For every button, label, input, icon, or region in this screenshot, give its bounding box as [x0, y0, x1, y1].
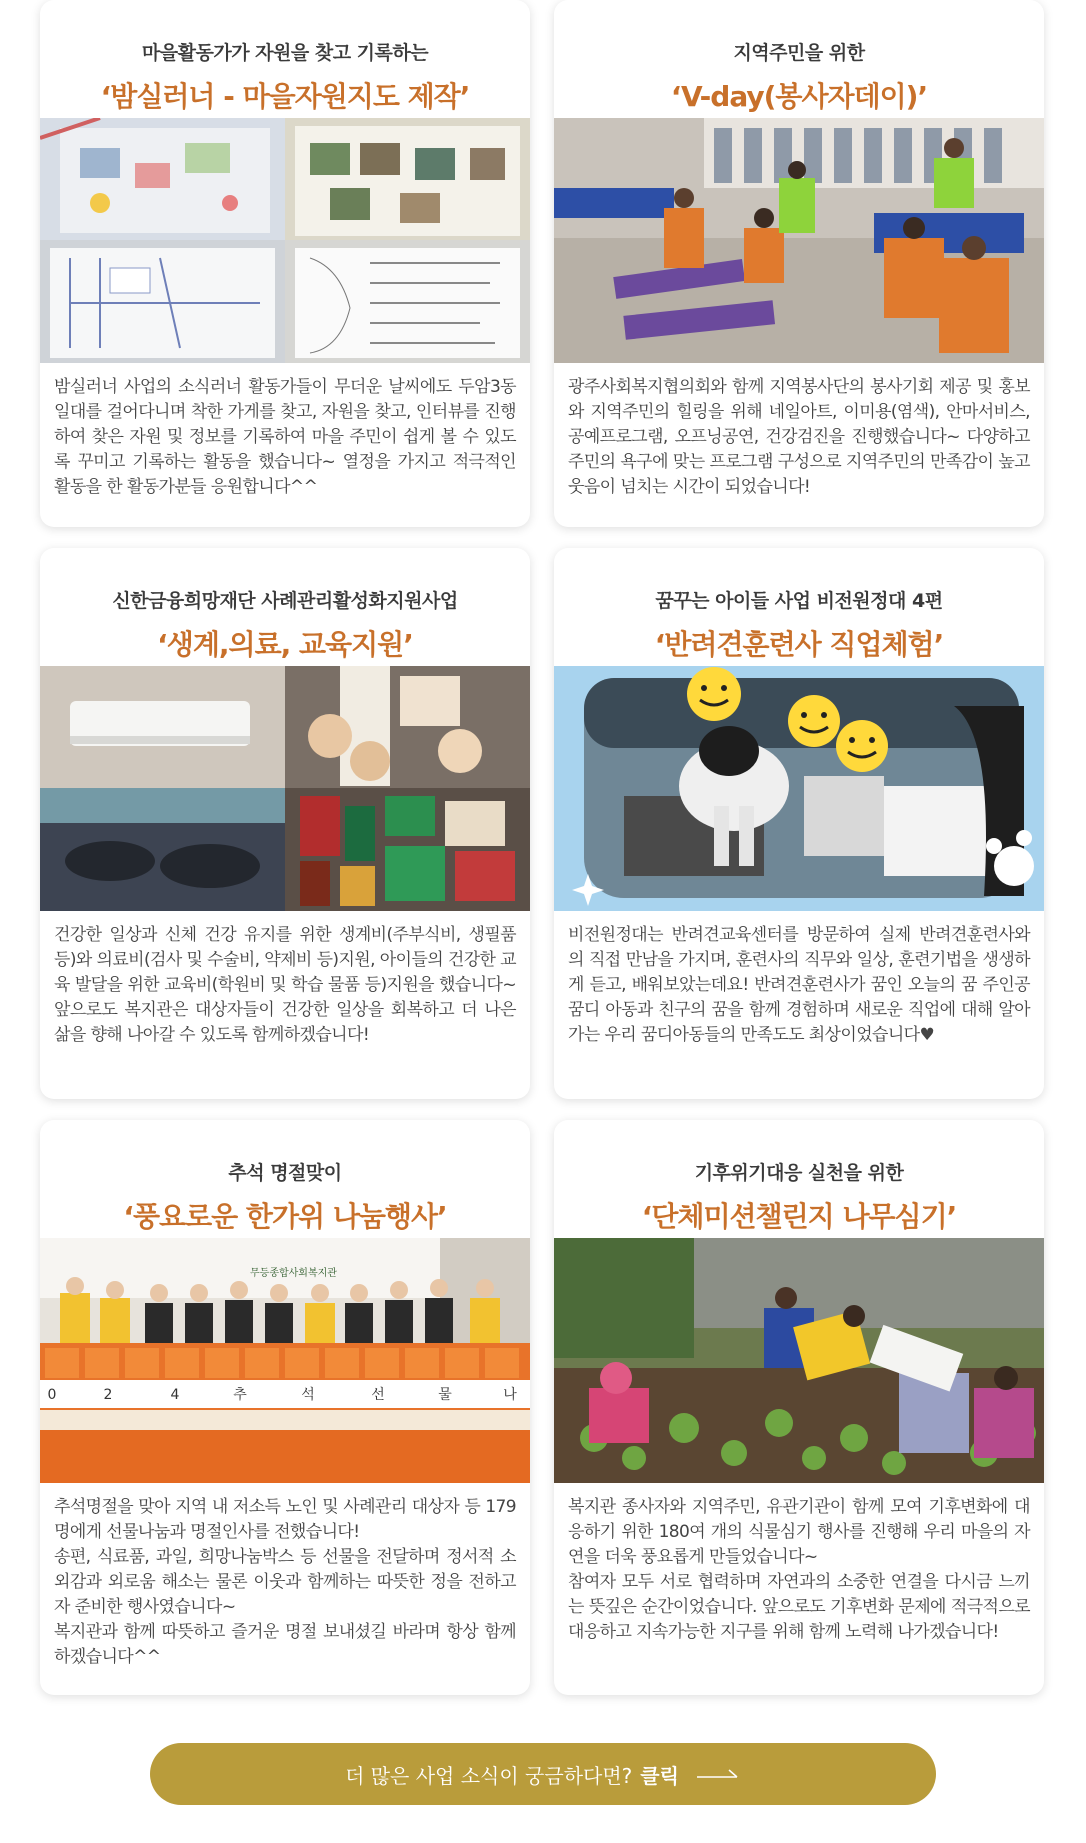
- more-news-label: 더 많은 사업 소식이 궁금하다면?: [345, 1763, 633, 1788]
- card-subtitle: 마을활동가가 자원을 찾고 기록하는: [141, 42, 429, 64]
- card-description: [54, 923, 516, 1048]
- card-title: ‘생계,의료, 교육지원’: [157, 628, 413, 661]
- more-news-click-label: 클릭: [640, 1763, 679, 1788]
- news-card-2[interactable]: [554, 0, 1044, 527]
- card-subtitle: 신한금융희망재단 사례관리활성화지원사업: [112, 590, 458, 612]
- card-paragraph: 송편, 식료품, 과일, 희망나눔박스 등 선물을 전달하며 정서적 소외감과 외로움 해소는 물론 이웃과 함께하는 따뜻한 정을 전하고자 준비한 행사였습니다~: [54, 1547, 516, 1617]
- card-paragraph: 참여자 모두 서로 협력하며 자연과의 소중한 연결을 다시금 느끼는 뜻깊은 순간이었습니다. 앞으로도 기후변화 문제에 적극적으로 대응하고 지속가능한 지구를 위해 함께 노력해 나가겠습니다!: [568, 1572, 1030, 1642]
- card-photo-chuseok-event: [40, 1238, 530, 1483]
- banner-char: 추: [233, 1387, 247, 1403]
- card-paragraph: 복지관 종사자와 지역주민, 유관기관이 함께 모여 기후변화에 대응하기 위한 180여 개의 식물심기 행사를 진행해 우리 마을의 자연을 더욱 풍요롭게 만들었습니다~: [568, 1497, 1030, 1567]
- banner-char: 2: [103, 1387, 113, 1403]
- news-card-4[interactable]: [554, 548, 1044, 1099]
- card-description: [568, 923, 1030, 1048]
- news-card-1[interactable]: [40, 0, 530, 527]
- card-paragraph: 비전원정대는 반려견교육센터를 방문하여 실제 반려견훈련사와의 직접 만남을 가지며, 훈련사의 직무와 일상, 훈련기법을 생생하게 듣고, 배워보았는데요! 반려견훈련사가 꿈인 오늘의 꿈 주인공 꿈디 아동과 친구의 꿈을 함께 경험하며 새로운 직업에 대해 알아가는 우리 꿈디아동들의 만족도도 최상이었습니다♥: [568, 925, 1030, 1045]
- card-subtitle: 꿈꾸는 아이들 사업 비전원정대 4편: [655, 590, 943, 612]
- card-paragraph: 복지관과 함께 따뜻하고 즐거운 명절 보내셨길 바라며 항상 함께하겠습니다^^: [54, 1622, 516, 1667]
- banner-char: 물: [438, 1387, 452, 1403]
- card-subtitle: 기후위기대응 실천을 위한: [694, 1162, 904, 1184]
- card-paragraph: 밤실러너 사업의 소식러너 활동가들이 무더운 날씨에도 두암3동 일대를 걸어다니며 착한 가게를 찾고, 자원을 찾고, 인터뷰를 진행하여 찾은 자원 및 정보를 기록하여 마을 주민이 쉽게 볼 수 있도록 꾸미고 기록하는 활동을 했습니다~ 열정을 가지고 적극적인 활동을 한 활동가분들 응원합니다^^: [54, 377, 516, 497]
- card-title: ‘반려견훈련사 직업체험’: [654, 628, 944, 661]
- card-description: [568, 1495, 1030, 1645]
- news-card-3[interactable]: [40, 548, 530, 1099]
- card-photo-volunteer-day: [554, 118, 1044, 363]
- card-photo-tree-planting: [554, 1238, 1044, 1483]
- banner-char: 나: [503, 1387, 517, 1403]
- card-title: ‘V-day(봉사자데이)’: [670, 80, 928, 113]
- card-photo-dog-trainer: [554, 666, 1044, 911]
- card-description: [54, 375, 516, 500]
- card-paragraph: 건강한 일상과 신체 건강 유지를 위한 생계비(주부식비, 생필품 등)와 의료비(검사 및 수술비, 약제비 등)지원, 아이들의 건강한 교육 발달을 위한 교육비(학원비 및 학습 물품 등)지원을 했습니다~ 앞으로도 복지관은 대상자들이 건강한 일상을 회복하고 더 나은 삶을 향해 나아갈 수 있도록 함께하겠습니다!: [54, 925, 516, 1045]
- news-card-6[interactable]: [554, 1120, 1044, 1695]
- card-title: ‘단체미션챌린지 나무심기’: [641, 1200, 957, 1233]
- card-title: ‘밤실러너 - 마을자원지도 제작’: [100, 80, 470, 113]
- card-subtitle: 추석 명절맞이: [228, 1162, 342, 1184]
- card-subtitle: 지역주민을 위한: [733, 42, 865, 64]
- banner-char: 0: [47, 1387, 57, 1403]
- card-paragraph: 광주사회복지협의회와 함께 지역봉사단의 봉사기회 제공 및 홍보와 지역주민의 힐링을 위해 네일아트, 이미용(염색), 안마서비스, 공예프로그램, 오프닝공연, 건강검진을 진행했습니다~ 다양하고 주민의 욕구에 맞는 프로그램 구성으로 지역주민의 만족감이 높고 웃음이 넘치는 시간이 되었습니다!: [568, 377, 1030, 497]
- card-title: ‘풍요로운 한가위 나눔행사’: [123, 1200, 447, 1233]
- banner-char: 선: [371, 1387, 385, 1403]
- card-photo-supplies: [40, 666, 530, 911]
- arrow-right-icon: [697, 1762, 741, 1786]
- news-card-5[interactable]: [40, 1120, 530, 1695]
- more-news-button[interactable]: [150, 1743, 936, 1805]
- card-description: [54, 1495, 516, 1670]
- banner-char: 석: [301, 1387, 315, 1403]
- card-paragraph: 추석명절을 맞아 지역 내 저소득 노인 및 사례관리 대상자 등 179명에게 선물나눔과 명절인사를 전했습니다!: [54, 1497, 516, 1542]
- card-photo-map-drawings: [40, 118, 530, 363]
- banner-char: 4: [170, 1387, 180, 1403]
- card-description: [568, 375, 1030, 500]
- center-name-sign: 무등종합사회복지관: [250, 1268, 337, 1279]
